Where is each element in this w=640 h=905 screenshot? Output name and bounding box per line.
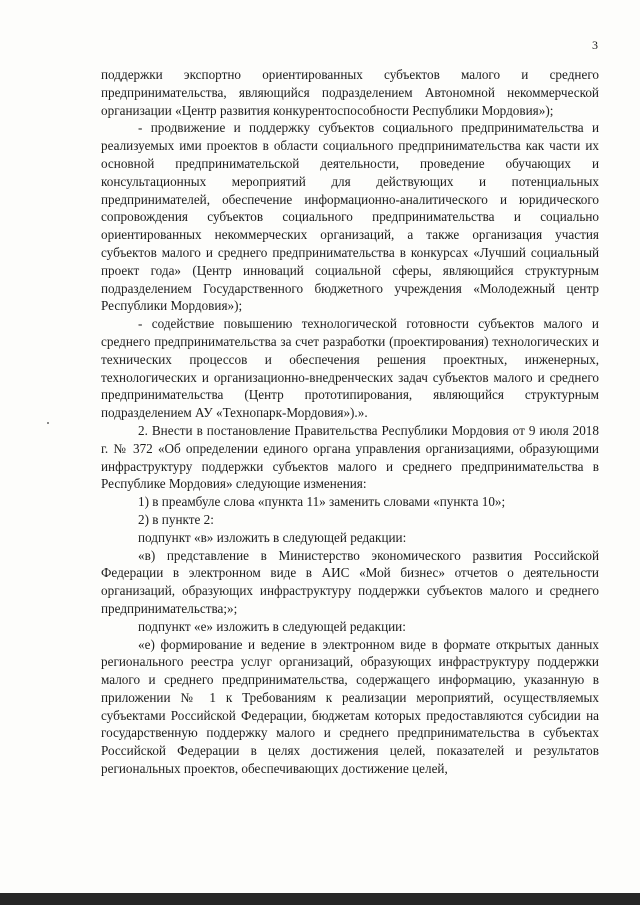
paragraph: подпункт «е» изложить в следующей редакции: bbox=[138, 618, 406, 634]
paragraph: - продвижение и поддержку субъектов социального предпринимательства и реализуемых ими проектов в области социального предпринимательства как части их основной предпринимательской деятельности, проведение обучающих и консультационных мероприятий для действующих и потенциальных предпринимателей, обеспечение информационно-аналитического и юридического сопровождения субъектов социального предпринимательства и социально ориентированных некоммерческих организаций, а также организация участия субъектов малого и среднего предпринимательства в конкурсах «Лучший социальный проект года» (Центр инноваций социальной сферы, являющийся структурным подразделением Государственного бюджетного учреждения «Молодежный центр Республики Мордовия»); bbox=[101, 120, 599, 314]
paragraph: подпункт «в» изложить в следующей редакции: bbox=[138, 529, 407, 545]
document-body bbox=[101, 66, 599, 778]
scan-speck bbox=[47, 422, 49, 424]
paragraph: «е) формирование и ведение в электронном виде в формате открытых данных регионального реестра услуг организаций, образующих инфраструктуру поддержки малого и среднего предпринимательства, содержащего информацию, указанную в приложении № 1 к Требованиям к реализации мероприятий, осуществляемых субъектами Российской Федерации, бюджетам которых предоставляются субсидии на государственную поддержку малого и среднего предпринимательства в субъектах Российской Федерации в целях достижения целей, показателей и результатов региональных проектов, обеспечивающих достижение целей, bbox=[101, 636, 599, 777]
paragraph: 2) в пункте 2: bbox=[138, 511, 214, 527]
paragraph: поддержки экспортно ориентированных субъектов малого и среднего предпринимательства, являющийся подразделением Автономной некоммерческой организации «Центр развития конкурентоспособности Республики Мордовия»); bbox=[101, 67, 599, 118]
paragraph: 2. Внести в постановление Правительства Республики Мордовия от 9 июля 2018 г. № 372 «Об определении единого органа управления организациями, образующими инфраструктуру поддержки субъектов малого и среднего предпринимательства в Республике Мордовия» следующие изменения: bbox=[101, 422, 599, 492]
paragraph: - содействие повышению технологической готовности субъектов малого и среднего предпринимательства за счет разработки (проектирования) технологических и технических процессов и обеспечения решения проектных, инженерных, технологических и организационно-внедренческих задач субъектов малого и среднего предпринимательства (Центр прототипирования, являющийся структурным подразделением АУ «Технопарк-Мордовия»).». bbox=[101, 316, 599, 421]
paragraph: 1) в преамбуле слова «пункта 11» заменить словами «пункта 10»; bbox=[138, 494, 506, 510]
page-number: 3 bbox=[592, 38, 598, 52]
paragraph: «в) представление в Министерство экономического развития Российской Федерации в электронном виде в АИС «Мой бизнес» отчетов о деятельности организаций, образующих инфраструктуру поддержки субъектов малого и среднего предпринимательства;»; bbox=[101, 547, 599, 616]
scan-bottom-edge bbox=[0, 893, 640, 905]
